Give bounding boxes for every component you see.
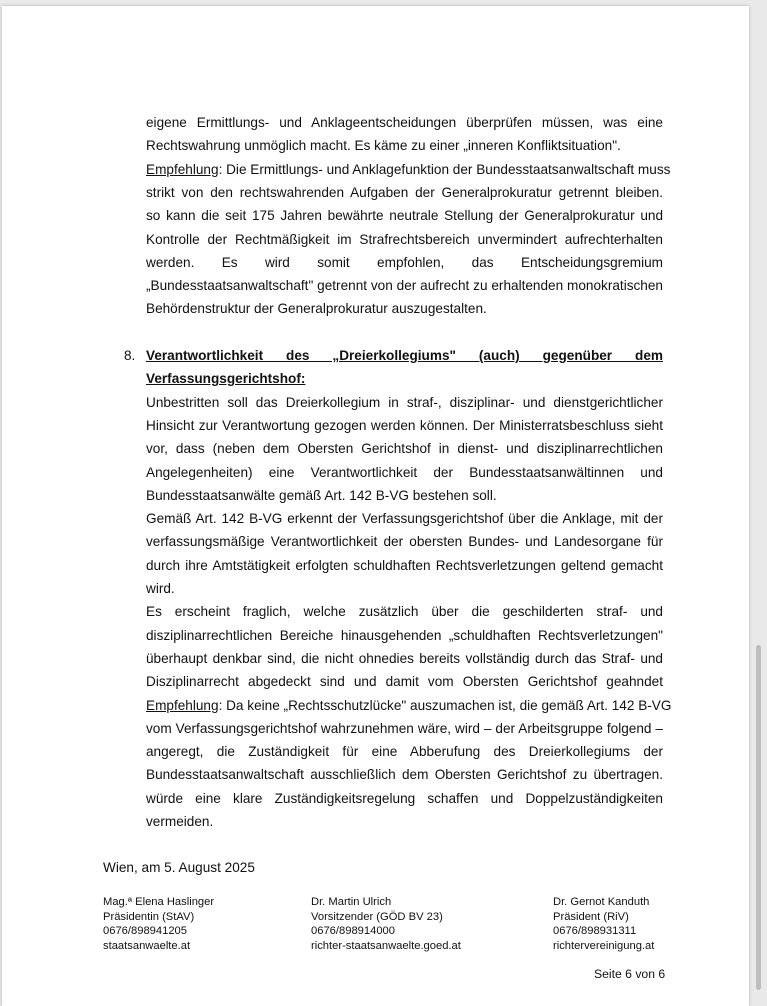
text-line: würde eine klare Zuständigkeitsregelung schaffen und Doppelzuständigkeiten (146, 790, 663, 806)
text-line: so kann die seit 175 Jahren bewährte neutrale Stellung der Generalprokuratur und (146, 208, 663, 224)
text-line: werden. Es wird somit empfohlen, das Entscheidungsgremium (146, 254, 663, 270)
text-line: durch ihre Amtstätigkeit erfolgten schuldhaften Rechtsverletzungen geltend gemacht (146, 557, 663, 573)
signatory-phone: 0676/898931311 (553, 925, 637, 938)
signatory-web: richter-staatsanwaelte.goed.at (311, 939, 461, 952)
text-line: vor, dass (neben dem Obersten Gerichtshof in dienst- und disziplinarrechtlichen (146, 441, 663, 457)
text-line: angeregt, die Zuständigkeit für eine Abberufung des Dreierkollegiums der (146, 744, 663, 760)
section-number: 8. (124, 348, 136, 363)
text-line: Rechtswahrung unmöglich macht. Es käme zu einer „inneren Konfliktsituation". (146, 138, 621, 154)
signatory-stav (103, 895, 214, 953)
text-line: verfassungsmäßige Verantwortlichkeit der obersten Bundes- und Landesorgane für (146, 534, 663, 550)
section-heading: Verantwortlichkeit des „Dreierkollegiums" (auch) gegenüber dem (146, 348, 663, 363)
recommendation-label: Empfehlung (146, 697, 219, 713)
recommendation-text: : Da keine „Rechtsschutzlücke" auszumachen ist, die gemäß Art. 142 B-VG (218, 697, 672, 713)
signatory-phone: 0676/898914000 (311, 925, 395, 938)
scrollbar[interactable] (756, 645, 761, 990)
text-line: disziplinarrechtlichen Bereiche hinausgehenden „schuldhaften Rechtsverletzungen" (146, 627, 663, 643)
text-line: überhaupt denkbar sind, die nicht ohnedies bereits vollständig durch das Straf- und (146, 650, 663, 666)
text-line: Bundesstaatsanwaltschaft ausschließlich dem Obersten Gerichtshof zu übertragen. (146, 767, 663, 783)
signatory-web: staatsanwaelte.at (103, 939, 191, 952)
signatory-role: Präsident (RiV) (553, 910, 629, 923)
text-line: vermeiden. (146, 814, 214, 829)
text-line: „Bundesstaatsanwaltschaft" getrennt von der aufrecht zu erhaltenden monokratischen (146, 278, 663, 294)
signatory-name: Dr. Gernot Kanduth (553, 896, 650, 908)
text-line: Behördenstruktur der Generalprokuratur auszugestalten. (146, 301, 487, 317)
signatory-web: richtervereinigung.at (553, 939, 655, 952)
text-line: Es erscheint fraglich, welche zusätzlich über die geschilderten straf- und (146, 604, 663, 620)
date-line: Wien, am 5. August 2025 (103, 860, 255, 875)
text-line: vom Verfassungsgerichtshof wahrzunehmen wäre, wird – der Arbeitsgruppe folgend – (146, 720, 663, 736)
page-number: Seite 6 von 6 (594, 967, 666, 981)
recommendation-label: Empfehlung (146, 161, 219, 177)
signatory-role: Vorsitzender (GÖD BV 23) (311, 910, 443, 923)
signatory-role: Präsidentin (StAV) (103, 910, 195, 923)
text-line: strikt von den rechtswahrenden Aufgaben der Generalprokuratur getrennt bleiben. (146, 184, 663, 200)
section-heading-cont: Verfassungsgerichtshof: (146, 371, 306, 387)
text-line: Kontrolle der Rechtmäßigkeit im Strafrechtsbereich unvermindert aufrechterhalten (146, 231, 663, 247)
signatory-phone: 0676/898941205 (103, 925, 187, 938)
text-line: Hinsicht zur Verantwortung gezogen werden können. Der Ministerratsbeschluss sieht (146, 417, 663, 433)
recommendation-line (146, 696, 672, 716)
signatory-name: Dr. Martin Ulrich (311, 896, 392, 908)
signatory-riv (553, 895, 654, 953)
text-line: Bundesstaatsanwälte gemäß Art. 142 B-VG bestehen soll. (146, 487, 497, 503)
text-line: Gemäß Art. 142 B-VG erkennt der Verfassungsgerichtshof über die Anklage, mit der (146, 511, 663, 527)
text-line: wird. (146, 581, 175, 596)
signatory-goed (311, 895, 461, 953)
recommendation-line (146, 160, 671, 180)
text-line: Unbestritten soll das Dreierkollegium in straf-, disziplinar- und dienstgerichtlicher (146, 394, 663, 410)
text-line: eigene Ermittlungs- und Anklageentscheidungen überprüfen müssen, was eine (146, 115, 663, 130)
text-line: Angelegenheiten) eine Verantwortlichkeit der Bundesstaatsanwältinnen und (146, 464, 663, 480)
recommendation-text: : Die Ermittlungs- und Anklagefunktion der Bundesstaatsanwaltschaft muss (218, 161, 671, 177)
signatory-name: Mag.ª Elena Haslinger (103, 896, 215, 908)
text-line: Disziplinarrecht abgedeckt sind und damit vom Obersten Gerichtshof geahndet (146, 674, 663, 690)
